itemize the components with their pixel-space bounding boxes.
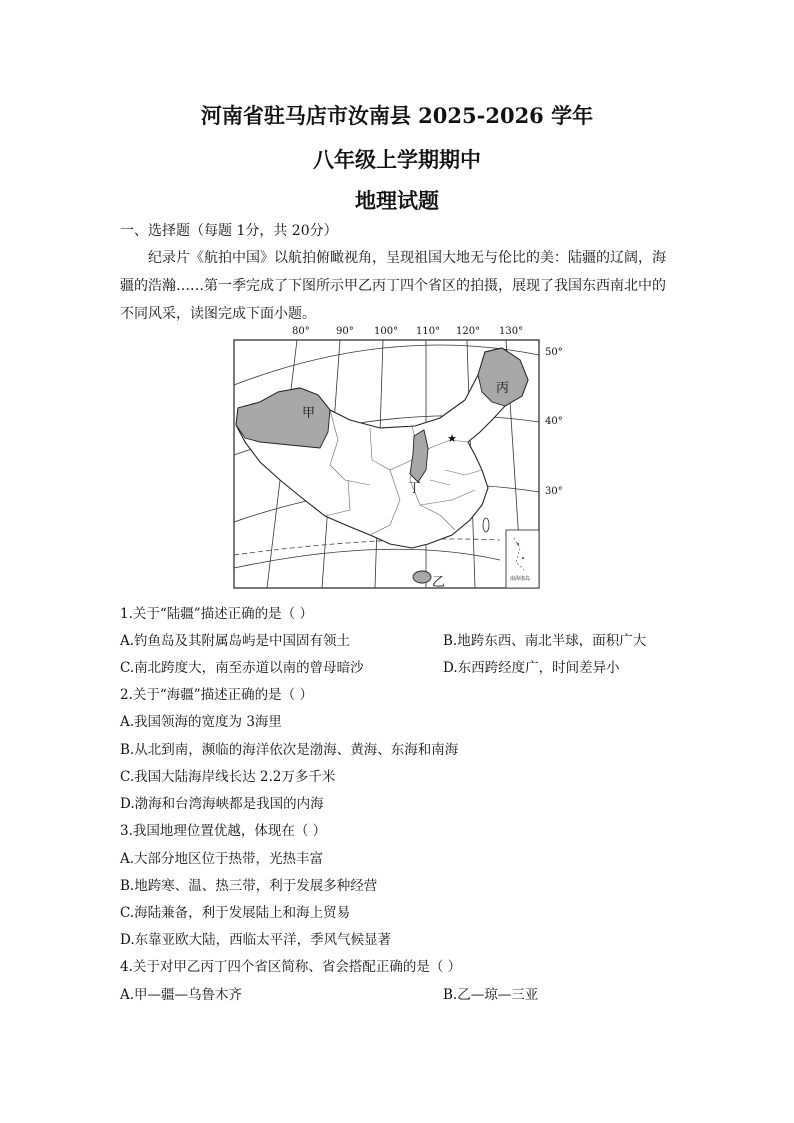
lon-label-100: 100°	[374, 326, 399, 337]
question-2-option-a: A.我国领海的宽度为 3海里	[120, 714, 282, 730]
lon-label-90: 90°	[336, 326, 354, 337]
question-3-option-c: C.海陆兼备，利于发展陆上和海上贸易	[120, 905, 351, 921]
lon-label-120: 120°	[456, 326, 481, 337]
region-label-bing: 丙	[496, 381, 510, 396]
capital-star-icon: ★	[447, 432, 457, 445]
question-1-stem: 1.关于“陆疆”描述正确的是（ ）	[120, 606, 313, 622]
question-1-option-d: D.东西跨经度广，时间差异小	[443, 660, 620, 676]
lon-label-110: 110°	[416, 326, 441, 337]
question-4-stem: 4.关于对甲乙丙丁四个省区简称、省会搭配正确的是（ ）	[120, 959, 462, 975]
question-2-option-d: D.渤海和台湾海峡都是我国的内海	[120, 796, 324, 812]
exam-subject-title: 地理试题	[355, 188, 439, 213]
question-1-option-c: C.南北跨度大，南至赤道以南的曾母暗沙	[120, 660, 364, 676]
question-2-stem: 2.关于“海疆”描述正确的是（ ）	[120, 687, 313, 703]
question-3-option-b: B.地跨寒、温、热三带，利于发展多种经营	[120, 878, 378, 894]
lat-label-40: 40°	[545, 416, 563, 427]
exam-title-line1: 河南省驻马店市汝南县 2025-2026 学年	[200, 103, 594, 128]
lat-label-30: 30°	[545, 486, 563, 497]
exam-title-line2: 八年级上学期期中	[313, 147, 481, 172]
question-2-option-b: B.从北到南，濒临的海洋依次是渤海、黄海、东海和南海	[120, 742, 459, 758]
lat-label-50: 50°	[545, 347, 563, 358]
region-label-yi: 乙	[432, 575, 446, 590]
inset-label: 南海诸岛	[510, 576, 531, 582]
china-province-map	[230, 330, 600, 595]
question-4-option-b: B.乙—琼—三亚	[443, 987, 539, 1003]
question-3-option-a: A.大部分地区位于热带，光热丰富	[120, 851, 324, 867]
region-yi-shape	[413, 571, 431, 583]
question-1-option-a: A.钓鱼岛及其附属岛屿是中国固有领土	[120, 633, 351, 649]
lon-label-130: 130°	[499, 326, 524, 337]
question-4-option-a: A.甲—疆—乌鲁木齐	[120, 987, 243, 1003]
section-heading: 一、选择题（每题 1分，共 20分）	[120, 223, 338, 239]
lon-label-80: 80°	[292, 326, 310, 337]
region-label-ding: 丁	[408, 481, 422, 496]
question-3-option-d: D.东靠亚欧大陆，西临太平洋，季风气候显著	[120, 932, 392, 948]
region-label-jia: 甲	[302, 406, 316, 421]
question-1-option-b: B.地跨东西、南北半球，面积广大	[443, 633, 647, 649]
intro-paragraph: 纪录片《航拍中国》以航拍俯瞰视角，呈现祖国大地无与伦比的美：陆疆的辽阔，海疆的浩瀚……第一季完成了下图所示甲乙丙丁四个省区的拍摄，展现了我国东西南北中的不同风采，读图完成下面小题。	[120, 250, 666, 322]
question-2-option-c: C.我国大陆海岸线长达 2.2万多千米	[120, 769, 336, 785]
question-3-stem: 3.我国地理位置优越，体现在（ ）	[120, 823, 327, 839]
